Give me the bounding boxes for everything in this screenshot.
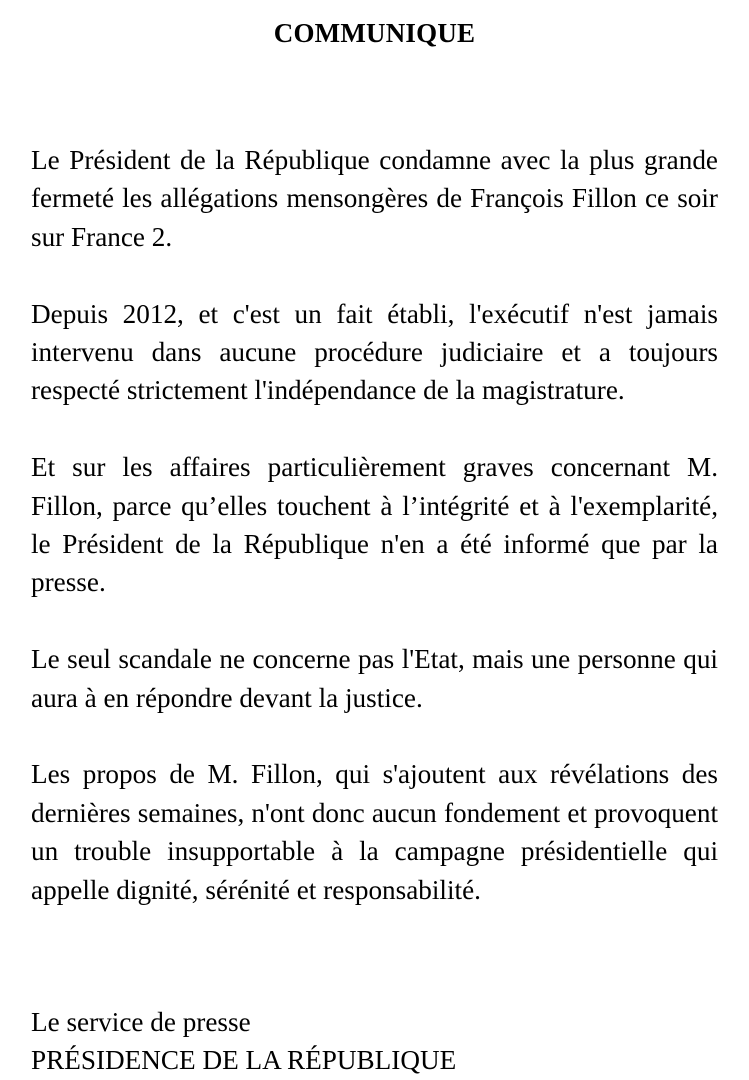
document-body [31,141,718,909]
signature-block [31,1003,718,1080]
paragraph-2: Depuis 2012, et c'est un fait établi, l'exécutif n'est jamais intervenu dans aucune procédure judiciaire et a toujours respecté strictement l'indépendance de la magistrature. [31,298,718,406]
document-title: COMMUNIQUE [273,18,476,48]
signature-institution: PRÉSIDENCE DE LA RÉPUBLIQUE [31,1045,457,1076]
paragraph-1: Le Président de la République condamne avec la plus grande fermeté les allégations mensongères de François Fillon ce soir sur France 2. [31,145,718,252]
paragraph-4: Le seul scandale ne concerne pas l'Etat, mais une personne qui aura à en répondre devant la justice. [31,644,718,713]
signature-service: Le service de presse [31,1007,251,1037]
paragraph-3: Et sur les affaires particulièrement graves concernant M. Fillon, parce qu’elles touchent à l’intégrité et à l'exemplarité, le Président de la République n'en a été informé que par la presse. [31,452,718,598]
paragraph-5: Les propos de M. Fillon, qui s'ajoutent aux révélations des dernières semaines, n'ont donc aucun fondement et provoquent un trouble insupportable à la campagne présidentielle qui appelle dignité, sérénité et responsabilité. [31,759,718,905]
